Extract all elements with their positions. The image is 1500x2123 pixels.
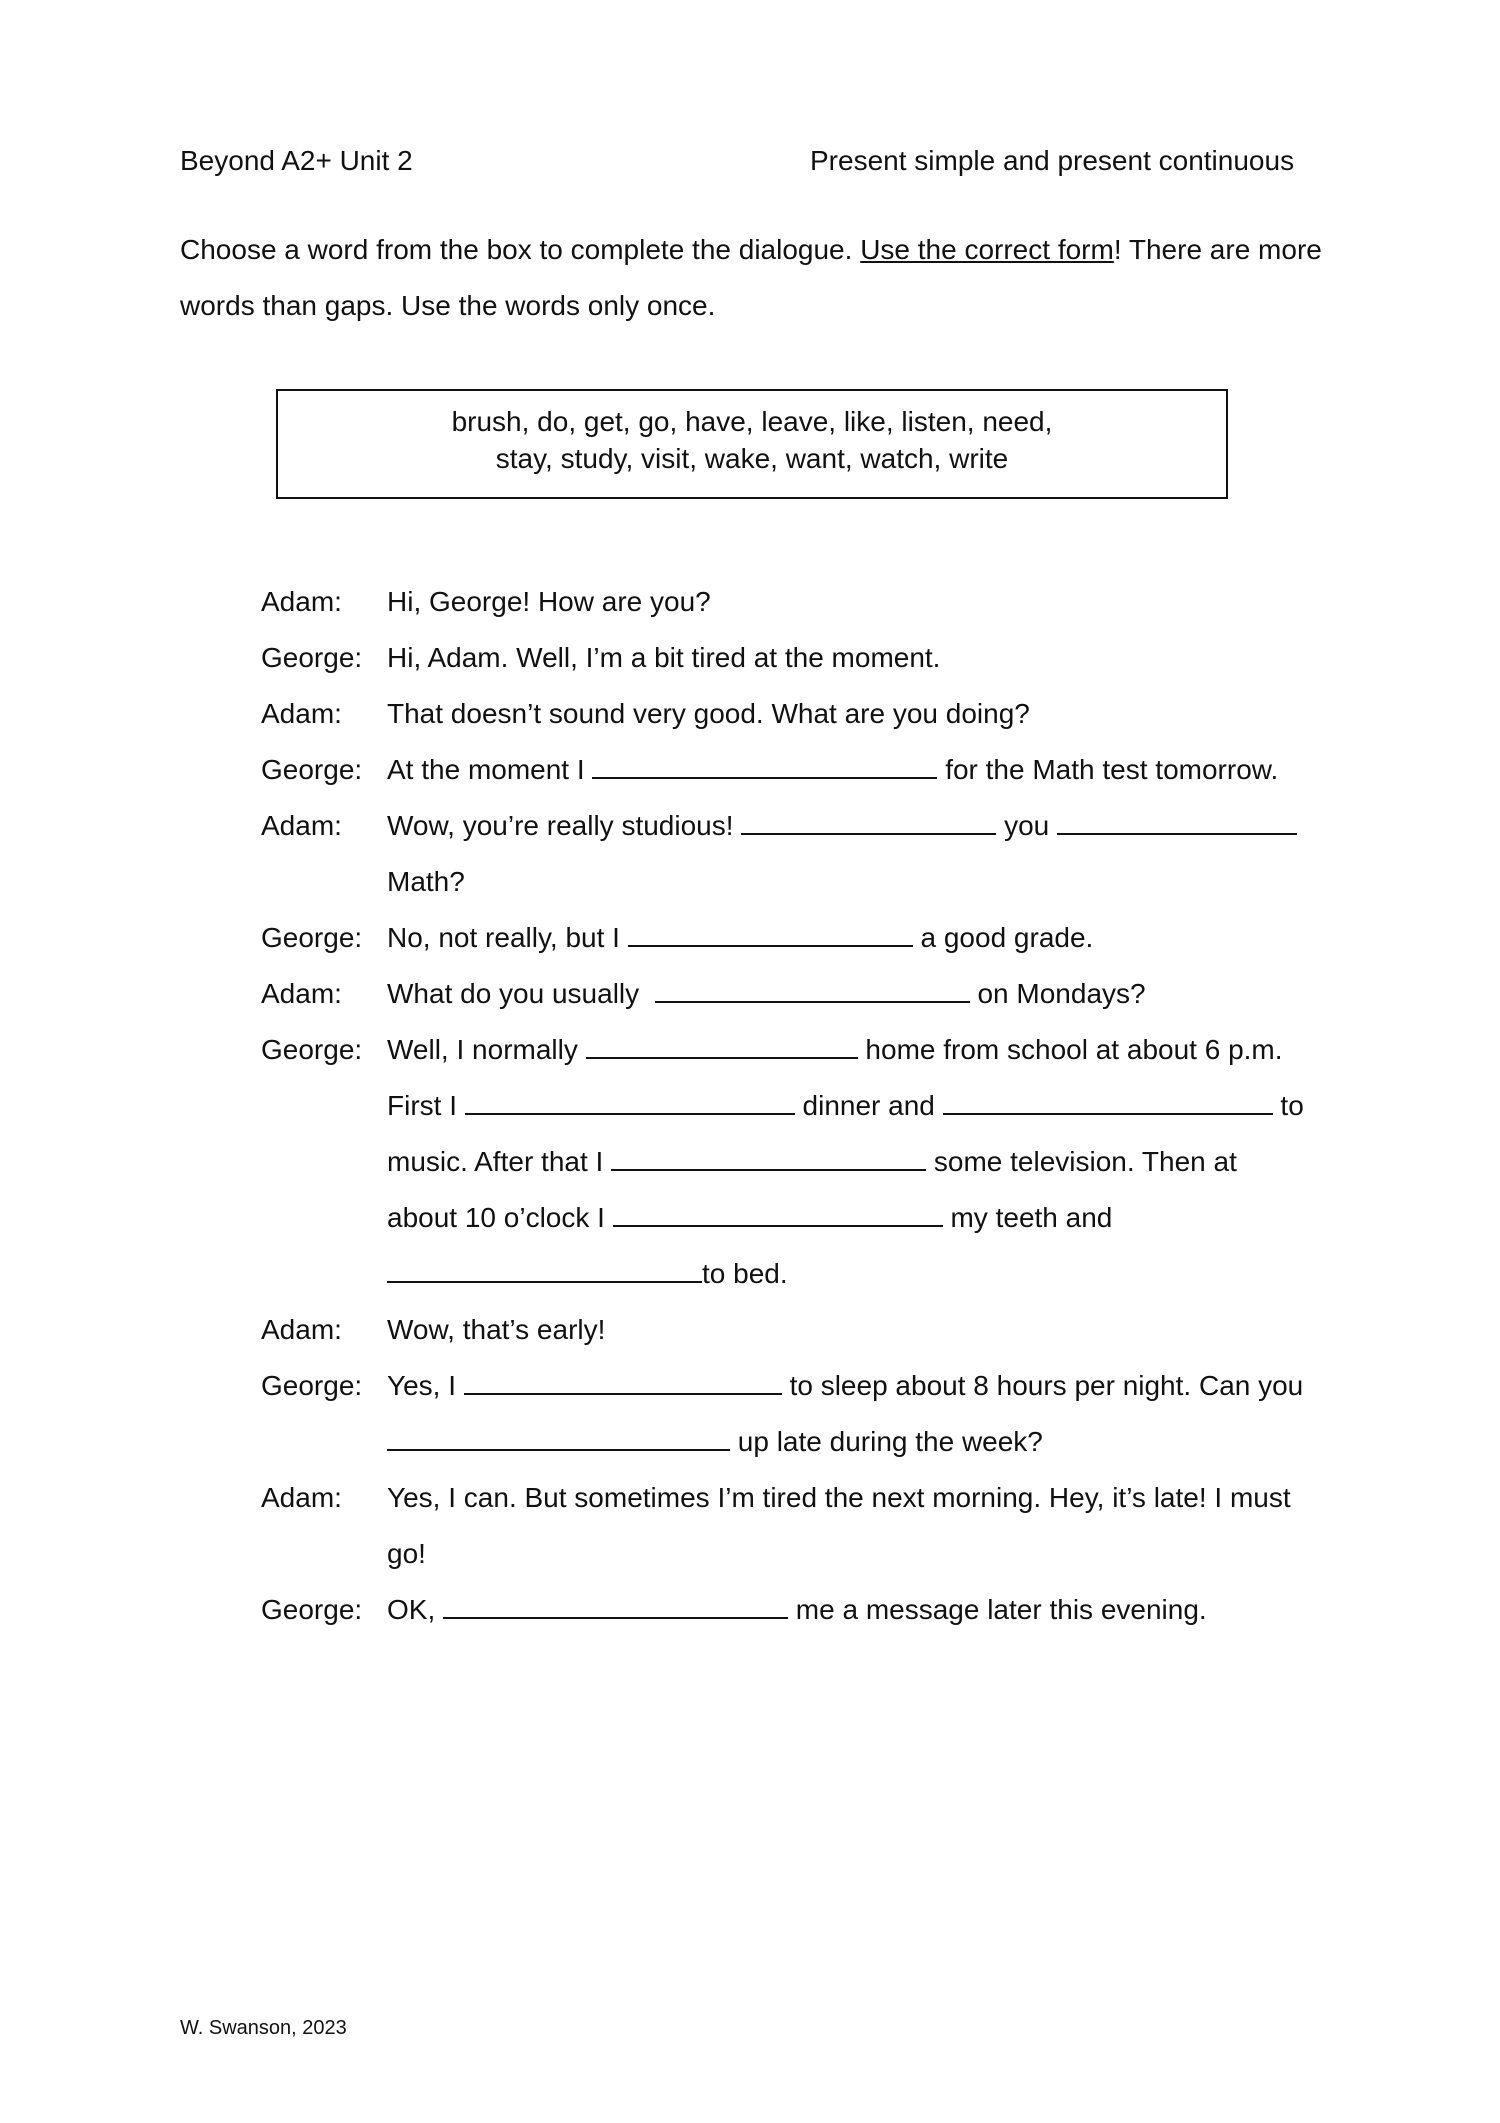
speech-segment: home from school at about 6 p.m.: [857, 1034, 1283, 1065]
dialogue-line: [261, 1310, 1321, 1366]
dialogue-line: [261, 582, 1321, 638]
speech-text: [387, 1478, 1291, 1518]
dialogue: [261, 582, 1321, 1646]
speech-segment: you: [996, 810, 1058, 841]
speech-segment: No, not really, but I: [387, 922, 628, 953]
instructions-text: Choose a word from the box to complete the dialogue.: [180, 234, 861, 265]
dialogue-line: [261, 1198, 1321, 1254]
speech-segment: Well, I normally: [387, 1034, 586, 1065]
speech-segment: for the Math test tomorrow.: [937, 754, 1279, 785]
speaker-name: Adam:: [261, 810, 342, 841]
speech-segment: What do you usually: [387, 978, 655, 1009]
speech-segment: Wow, that’s early!: [387, 1314, 606, 1345]
speech-text: [387, 750, 1278, 790]
dialogue-line: [261, 1142, 1321, 1198]
speech-text: [387, 974, 1146, 1014]
word-box-line-1: brush, do, get, go, have, leave, like, listen, need,: [451, 406, 1053, 437]
speech-text: [387, 1366, 1303, 1406]
speech-segment: OK,: [387, 1594, 444, 1625]
speech-text: [387, 1422, 1043, 1462]
dialogue-line: [261, 974, 1321, 1030]
word-box-line-2: stay, study, visit, wake, want, watch, write: [495, 443, 1009, 474]
answer-blank[interactable]: [464, 1367, 782, 1395]
answer-blank[interactable]: [586, 1031, 858, 1059]
answer-blank[interactable]: [655, 975, 970, 1003]
dialogue-line: [261, 918, 1321, 974]
speech-text: [387, 638, 940, 678]
answer-blank[interactable]: [943, 1087, 1273, 1115]
answer-blank[interactable]: [387, 1423, 730, 1451]
speech-segment: me a message later this evening.: [788, 1594, 1207, 1625]
speech-segment: First I: [387, 1090, 465, 1121]
speech-segment: on Mondays?: [969, 978, 1146, 1009]
speech-segment: Yes, I: [387, 1370, 464, 1401]
dialogue-line: [261, 806, 1321, 862]
speech-text: [387, 582, 711, 622]
footer-author: W. Swanson, 2023: [180, 2017, 347, 2039]
speech-text: [387, 1198, 1112, 1238]
speech-text: [387, 806, 1297, 846]
answer-blank[interactable]: [443, 1591, 788, 1619]
speaker-name: Adam:: [261, 586, 342, 617]
speech-segment: music. After that I: [387, 1146, 612, 1177]
speech-text: [387, 862, 465, 902]
speaker-name: Adam:: [261, 978, 342, 1009]
speaker-name: Adam:: [261, 1314, 342, 1345]
speech-segment: up late during the week?: [730, 1426, 1043, 1457]
dialogue-line: [261, 1086, 1321, 1142]
speech-text: [387, 1142, 1237, 1182]
instructions-text-after: ! There are more words than gaps. Use the words only once.: [180, 234, 1322, 321]
speech-text: [387, 1590, 1207, 1630]
speech-segment: Yes, I can. But sometimes I’m tired the next morning. Hey, it’s late! I must: [387, 1482, 1291, 1513]
speech-text: [387, 1310, 605, 1350]
dialogue-line: [261, 638, 1321, 694]
instructions-underlined: Use the correct form: [860, 234, 1114, 265]
speech-segment: to bed.: [702, 1258, 788, 1289]
answer-blank[interactable]: [1057, 807, 1297, 835]
speech-text: [387, 918, 1093, 958]
topic-title: Present simple and present continuous: [810, 145, 1295, 176]
speech-segment: a good grade.: [912, 922, 1094, 953]
speech-segment: Math?: [387, 866, 465, 897]
instructions: [180, 222, 1340, 334]
speech-segment: Wow, you’re really studious!: [387, 810, 742, 841]
answer-blank[interactable]: [741, 807, 996, 835]
speech-segment: my teeth and: [942, 1202, 1113, 1233]
speech-segment: Hi, Adam. Well, I’m a bit tired at the moment.: [387, 642, 941, 673]
speech-segment: Hi, George! How are you?: [387, 586, 711, 617]
word-box: [276, 389, 1228, 499]
speaker-name: George:: [261, 642, 363, 673]
answer-blank[interactable]: [387, 1255, 702, 1283]
dialogue-line: [261, 1254, 1321, 1310]
speaker-name: George:: [261, 1034, 363, 1065]
speech-text: [387, 1534, 426, 1574]
dialogue-line: [261, 1030, 1321, 1086]
answer-blank[interactable]: [592, 751, 937, 779]
dialogue-line: [261, 1366, 1321, 1422]
speech-segment: to: [1272, 1090, 1304, 1121]
speaker-name: George:: [261, 922, 363, 953]
speech-segment: dinner and: [794, 1090, 943, 1121]
speaker-name: George:: [261, 754, 363, 785]
speech-segment: to sleep about 8 hours per night. Can you: [781, 1370, 1304, 1401]
dialogue-line: [261, 1478, 1321, 1534]
speaker-name: Adam:: [261, 1482, 342, 1513]
speech-text: [387, 1254, 788, 1294]
answer-blank[interactable]: [613, 1199, 943, 1227]
worksheet-header: [180, 145, 1330, 185]
speech-segment: At the moment I: [387, 754, 593, 785]
speech-segment: some television. Then at: [926, 1146, 1237, 1177]
speech-text: [387, 1030, 1283, 1070]
speaker-name: Adam:: [261, 698, 342, 729]
answer-blank[interactable]: [628, 919, 913, 947]
dialogue-line: [261, 750, 1321, 806]
dialogue-line: [261, 1422, 1321, 1478]
speech-segment: go!: [387, 1538, 426, 1569]
answer-blank[interactable]: [465, 1087, 795, 1115]
dialogue-line: [261, 862, 1321, 918]
unit-title: Beyond A2+ Unit 2: [180, 145, 413, 176]
answer-blank[interactable]: [611, 1143, 926, 1171]
dialogue-line: [261, 694, 1321, 750]
speaker-name: George:: [261, 1594, 363, 1625]
speech-segment: about 10 o’clock I: [387, 1202, 613, 1233]
speech-text: [387, 1086, 1304, 1126]
dialogue-line: [261, 1590, 1321, 1646]
speaker-name: George:: [261, 1370, 363, 1401]
speech-text: [387, 694, 1030, 734]
speech-segment: That doesn’t sound very good. What are you doing?: [387, 698, 1030, 729]
dialogue-line: [261, 1534, 1321, 1590]
